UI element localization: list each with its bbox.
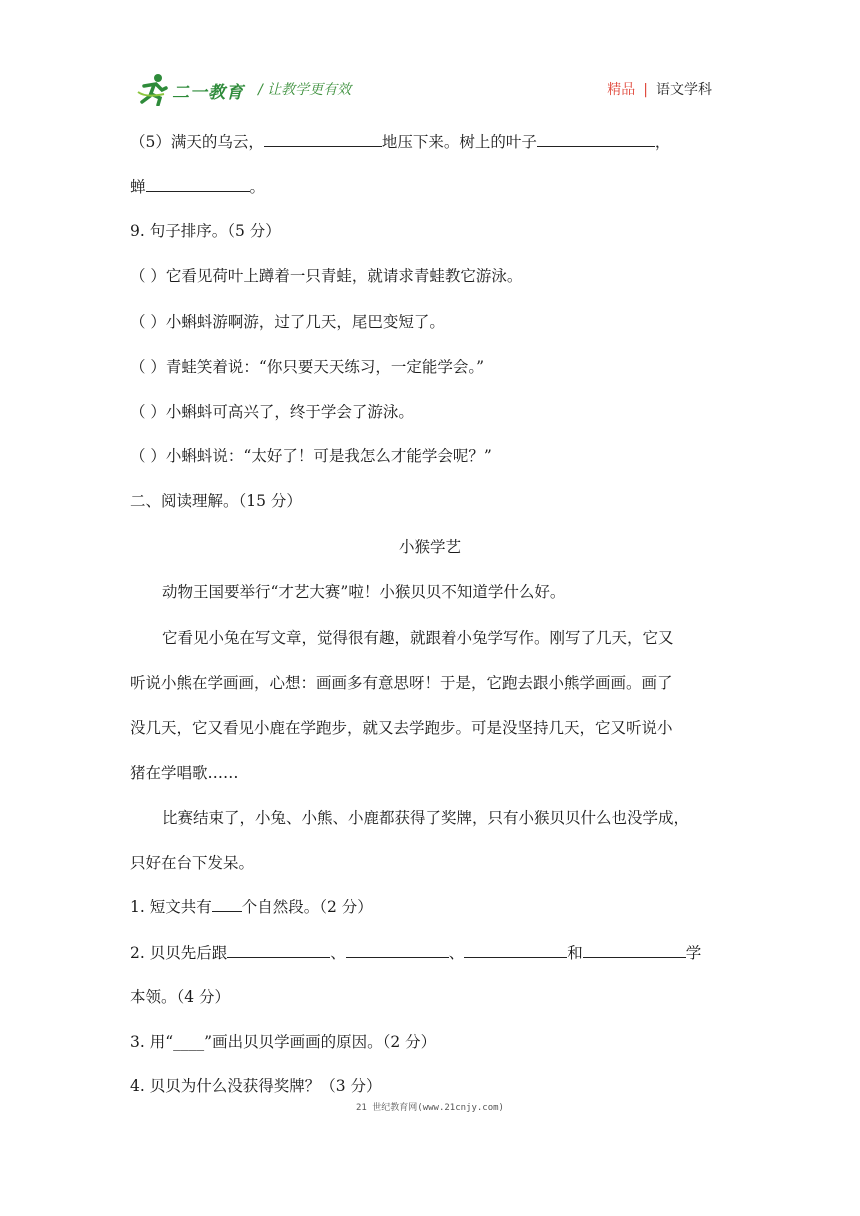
answer-blank[interactable] (227, 943, 330, 958)
answer-blank[interactable] (346, 943, 449, 958)
text: 个自然段。（2 分） (241, 898, 373, 916)
answer-blank[interactable] (146, 177, 250, 192)
question-4: 4. 贝贝为什么没获得奖牌？（3 分） (130, 1077, 382, 1095)
footer-source: 21 世纪教育网(www.21cnjy.com) (356, 1103, 504, 1113)
tag-subject: 语文学科 (656, 82, 712, 98)
subject-tag (607, 79, 712, 99)
text: 。 (249, 178, 266, 196)
text: 、 (330, 944, 346, 962)
slogan: / 让教学更有效 (258, 82, 352, 98)
runner-logo-icon (136, 72, 172, 106)
tag-separator: | (643, 82, 648, 98)
text: 蝉 (130, 178, 146, 196)
text: （5）满天的乌云， (130, 133, 264, 151)
logo-text: 二一教育 (172, 83, 244, 103)
passage-title: 小猴学艺 (398, 538, 461, 556)
passage-p2-line2: 听说小熊在学画画，心想：画画多有意思呀！于是，它跑去跟小熊学画画。画了 (130, 674, 673, 692)
passage-p2-line3: 没几天，它又看见小鹿在学跑步，就又去学跑步。可是没坚持几天，它又听说小 (130, 719, 673, 737)
text: 和 (567, 944, 583, 962)
passage-p3-line2: 只好在台下发呆。 (130, 854, 255, 872)
answer-blank[interactable] (583, 943, 686, 958)
answer-blank[interactable] (264, 132, 382, 147)
text: 2. 贝贝先后跟 (130, 944, 228, 962)
q8-item5-line2 (130, 175, 265, 197)
q9-item: （ ）它看见荷叶上蹲着一只青蛙，就请求青蛙教它游泳。 (130, 267, 523, 285)
q9-item: （ ）青蛙笑着说：“你只要天天练习，一定能学会。” (130, 358, 485, 376)
passage-p3-line1: 比赛结束了，小兔、小熊、小鹿都获得了奖牌，只有小猴贝贝什么也没学成， (162, 809, 690, 827)
q9-heading: 9. 句子排序。（5 分） (130, 222, 281, 240)
passage-p2-line4: 猪在学唱歌…… (130, 764, 239, 782)
passage-p2-line1: 它看见小兔在写文章，觉得很有趣，就跟着小兔学写作。刚写了几天，它又 (162, 629, 674, 647)
page-header (136, 70, 726, 110)
text: 1. 短文共有 (130, 898, 212, 916)
logo (136, 72, 256, 106)
answer-blank[interactable] (537, 132, 655, 147)
question-1 (130, 895, 373, 917)
q9-item: （ ）小蝌蚪说：“太好了！可是我怎么才能学会呢？” (130, 447, 492, 465)
text: 学 (685, 944, 702, 962)
q9-item: （ ）小蝌蚪可高兴了，终于学会了游泳。 (130, 403, 414, 421)
tag-quality: 精品 (607, 82, 636, 98)
text: 地压下来。树上的叶子 (381, 133, 537, 151)
answer-blank[interactable] (212, 897, 242, 912)
section2-heading: 二、阅读理解。（15 分） (130, 492, 302, 510)
passage-p1: 动物王国要举行“才艺大赛”啦！小猴贝贝不知道学什么好。 (162, 583, 566, 601)
answer-blank[interactable] (464, 943, 567, 958)
text: ， (654, 133, 671, 151)
text: 、 (448, 944, 465, 962)
question-2-line2: 本领。（4 分） (130, 988, 231, 1006)
question-3: 3. 用“____”画出贝贝学画画的原因。（2 分） (130, 1033, 437, 1051)
q9-item: （ ）小蝌蚪游啊游，过了几天，尾巴变短了。 (130, 313, 445, 331)
question-2-line1 (130, 941, 701, 963)
q8-item5-line1 (130, 130, 670, 152)
